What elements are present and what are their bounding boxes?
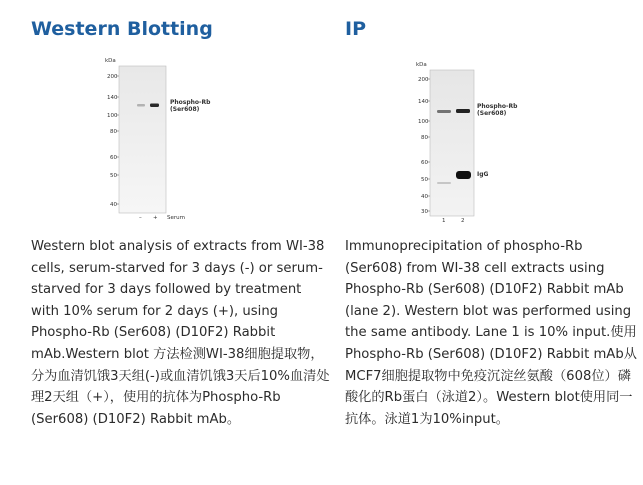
wb-marker-ladder xyxy=(107,74,119,208)
ip-lane-label: 1 xyxy=(442,218,446,224)
ip-marker-label: 140 xyxy=(418,99,429,105)
ip-marker-label: 50 xyxy=(421,177,428,183)
wb-marker-label: 80 xyxy=(110,129,117,135)
wb-marker-label: 200 xyxy=(107,74,118,80)
wb-marker-label: 50 xyxy=(110,173,117,179)
ip-kda-label: kDa xyxy=(416,62,427,68)
wb-marker-label: 100 xyxy=(107,113,118,119)
ip-igg-band xyxy=(456,171,471,179)
ip-caption: Immunoprecipitation of phospho-Rb (Ser608) from WI-38 cell extracts using Phospho-Rb (Ser608) (D10F2) Rabbit mAb (lane 2). Western blot was performed using the same antibody. Lane 1 is 10% input.使用 Phospho-Rb (Ser608) (D10F2) Rabbit mAb从MCF7细胞提取物中免疫沉淀丝氨酸（608位）磷酸化的Rb蛋白（泳道2）。Western blot使用同一抗体。泳道1为10%input。 xyxy=(345,239,637,427)
wb-kda-label: kDa xyxy=(105,58,116,64)
ip-marker-label: 80 xyxy=(421,135,428,141)
ip-band-lane-1-low xyxy=(437,182,451,184)
ip-band-label: (Ser608) xyxy=(477,110,507,117)
ip-igg-label: IgG xyxy=(477,171,489,178)
wb-lane-label: + xyxy=(153,215,158,221)
wb-band-label: Phospho-Rb xyxy=(170,99,211,106)
ip-marker-ladder xyxy=(418,77,430,215)
ip-band-lane-2 xyxy=(456,109,470,113)
western-blotting-title: Western Blotting xyxy=(31,18,213,40)
western-blotting-caption: Western blot analysis of extracts from WI-38 cells, serum-starved for 3 days (-) or serum-starved for 3 days followed by treatment with 10% serum for 2 days (+), using Phospho-Rb (Ser608) (D10F2) Rabbit mAb.Western blot 方法检测WI-38细胞提取物，分为血清饥饿3天组(-)或血清饥饿3天后10%血清处理2天组（+），使用的抗体为Phospho-Rb (Ser608) (D10F2) Rabbit mAb。 xyxy=(31,239,330,427)
ip-membrane xyxy=(430,70,474,216)
ip-marker-label: 40 xyxy=(421,194,428,200)
wb-band-label: (Ser608) xyxy=(170,106,200,113)
ip-blot-image xyxy=(413,60,523,224)
ip-band-lane-1 xyxy=(437,110,451,113)
ip-marker-label: 30 xyxy=(421,209,428,215)
ip-marker-label: 200 xyxy=(418,77,429,83)
ip-band-label: Phospho-Rb xyxy=(477,103,518,110)
wb-marker-label: 140 xyxy=(107,95,118,101)
western-blot-image xyxy=(100,56,230,226)
wb-marker-label: 60 xyxy=(110,155,117,161)
ip-lane-label: 2 xyxy=(461,218,465,224)
wb-band-lane-1 xyxy=(137,104,145,107)
ip-marker-label: 60 xyxy=(421,160,428,166)
wb-marker-label: 40 xyxy=(110,202,117,208)
wb-membrane xyxy=(119,66,166,213)
wb-band-lane-2 xyxy=(150,104,159,108)
ip-marker-label: 100 xyxy=(418,119,429,125)
ip-title: IP xyxy=(345,18,366,40)
wb-lane-label: – xyxy=(139,215,142,221)
wb-lane-axis-label: Serum xyxy=(167,215,185,221)
